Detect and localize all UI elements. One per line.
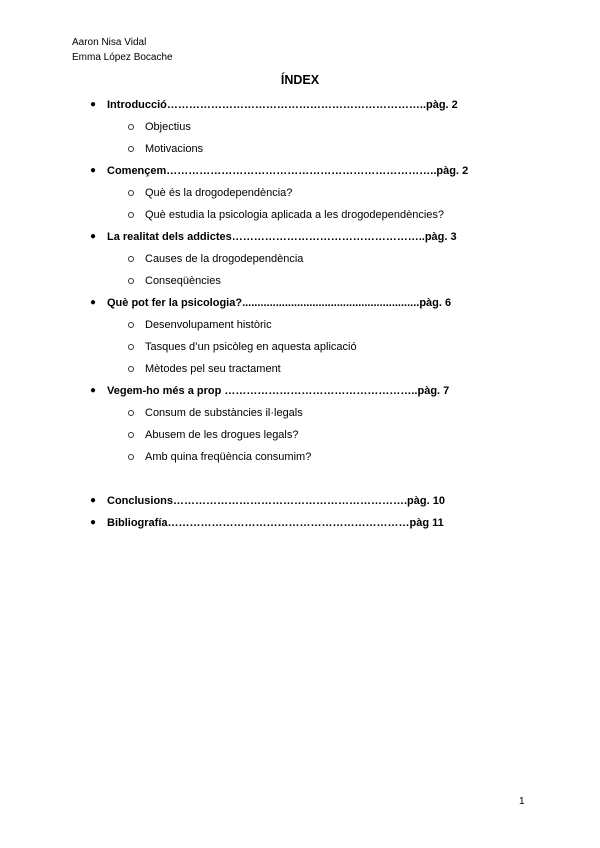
spacer bbox=[90, 470, 530, 492]
author-names bbox=[72, 36, 173, 65]
bullet-icon: ● bbox=[90, 165, 97, 176]
toc-subitem[interactable] bbox=[90, 272, 530, 294]
hollow-bullet-icon bbox=[128, 322, 134, 328]
toc-section-bibliografia[interactable] bbox=[90, 514, 530, 536]
toc-subitem-label: Amb quina freqüència consumim? bbox=[145, 451, 312, 463]
hollow-bullet-icon bbox=[128, 454, 134, 460]
hollow-bullet-icon bbox=[128, 278, 134, 284]
toc-subitem-label: Causes de la drogodependència bbox=[145, 253, 304, 265]
toc-subitem[interactable] bbox=[90, 448, 530, 470]
toc-entry: Què pot fer la psicologia?..........................................................pàg. 6 bbox=[107, 297, 452, 309]
author-2: Emma López Bocache bbox=[72, 51, 173, 63]
toc-subitem-label: Abusem de les drogues legals? bbox=[145, 429, 299, 441]
hollow-bullet-icon bbox=[128, 432, 134, 438]
page-title: ÍNDEX bbox=[280, 73, 320, 87]
table-of-contents bbox=[90, 96, 530, 536]
hollow-bullet-icon bbox=[128, 256, 134, 262]
hollow-bullet-icon bbox=[128, 344, 134, 350]
bullet-icon: ● bbox=[90, 99, 97, 110]
page-number: 1 bbox=[519, 796, 525, 807]
hollow-bullet-icon bbox=[128, 190, 134, 196]
toc-subitem-label: Què és la drogodependència? bbox=[145, 187, 293, 199]
toc-subitem-label: Motivacions bbox=[145, 143, 204, 155]
toc-subitem[interactable] bbox=[90, 140, 530, 162]
author-1: Aaron Nisa Vidal bbox=[72, 37, 147, 48]
toc-subitem[interactable] bbox=[90, 316, 530, 338]
hollow-bullet-icon bbox=[128, 124, 134, 130]
hollow-bullet-icon bbox=[128, 212, 134, 218]
toc-subitem-label: Desenvolupament històric bbox=[145, 319, 272, 331]
toc-subitem[interactable] bbox=[90, 404, 530, 426]
toc-entry: Començem………………………………………………………………..pàg. 2 bbox=[107, 165, 469, 177]
bullet-icon: ● bbox=[90, 385, 97, 396]
toc-entry: Conclusions……………………………………………………….pàg. 10 bbox=[107, 495, 445, 507]
toc-subitem[interactable] bbox=[90, 426, 530, 448]
toc-subitem-label: Mètodes pel seu tractament bbox=[145, 363, 281, 375]
hollow-bullet-icon bbox=[128, 146, 134, 152]
toc-entry: Bibliografía…………………………………………………………pàg 11 bbox=[107, 517, 444, 529]
toc-subitem-label: Tasques d’un psicòleg en aquesta aplicació bbox=[145, 341, 357, 353]
toc-subitem[interactable] bbox=[90, 118, 530, 140]
bullet-icon: ● bbox=[90, 231, 97, 242]
bullet-icon: ● bbox=[90, 517, 97, 528]
bullet-icon: ● bbox=[90, 495, 97, 506]
toc-section-vegem[interactable] bbox=[90, 382, 530, 404]
toc-subitem[interactable] bbox=[90, 360, 530, 382]
toc-section-psicologia[interactable] bbox=[90, 294, 530, 316]
toc-section-comencem[interactable] bbox=[90, 162, 530, 184]
toc-section-introduccio[interactable] bbox=[90, 96, 530, 118]
toc-subitem-label: Què estudia la psicologia aplicada a les drogodependències? bbox=[145, 209, 445, 221]
toc-subitem[interactable] bbox=[90, 338, 530, 360]
toc-subitem[interactable] bbox=[90, 184, 530, 206]
toc-subitem[interactable] bbox=[90, 206, 530, 228]
toc-subitem-label: Objectius bbox=[145, 121, 191, 133]
toc-entry: La realitat dels addictes……………………………………………..pàg. 3 bbox=[107, 231, 457, 243]
toc-subitem-label: Consum de substàncies il·legals bbox=[145, 407, 303, 419]
toc-subitem[interactable] bbox=[90, 250, 530, 272]
toc-section-realitat[interactable] bbox=[90, 228, 530, 250]
toc-subitem-label: Conseqüències bbox=[145, 275, 221, 287]
hollow-bullet-icon bbox=[128, 410, 134, 416]
toc-entry: Introducció……………………………………………………………..pàg. 2 bbox=[107, 99, 458, 111]
bullet-icon: ● bbox=[90, 297, 97, 308]
toc-section-conclusions[interactable] bbox=[90, 492, 530, 514]
hollow-bullet-icon bbox=[128, 366, 134, 372]
toc-entry: Vegem-ho més a prop ……………………………………………..pàg. 7 bbox=[107, 385, 450, 397]
